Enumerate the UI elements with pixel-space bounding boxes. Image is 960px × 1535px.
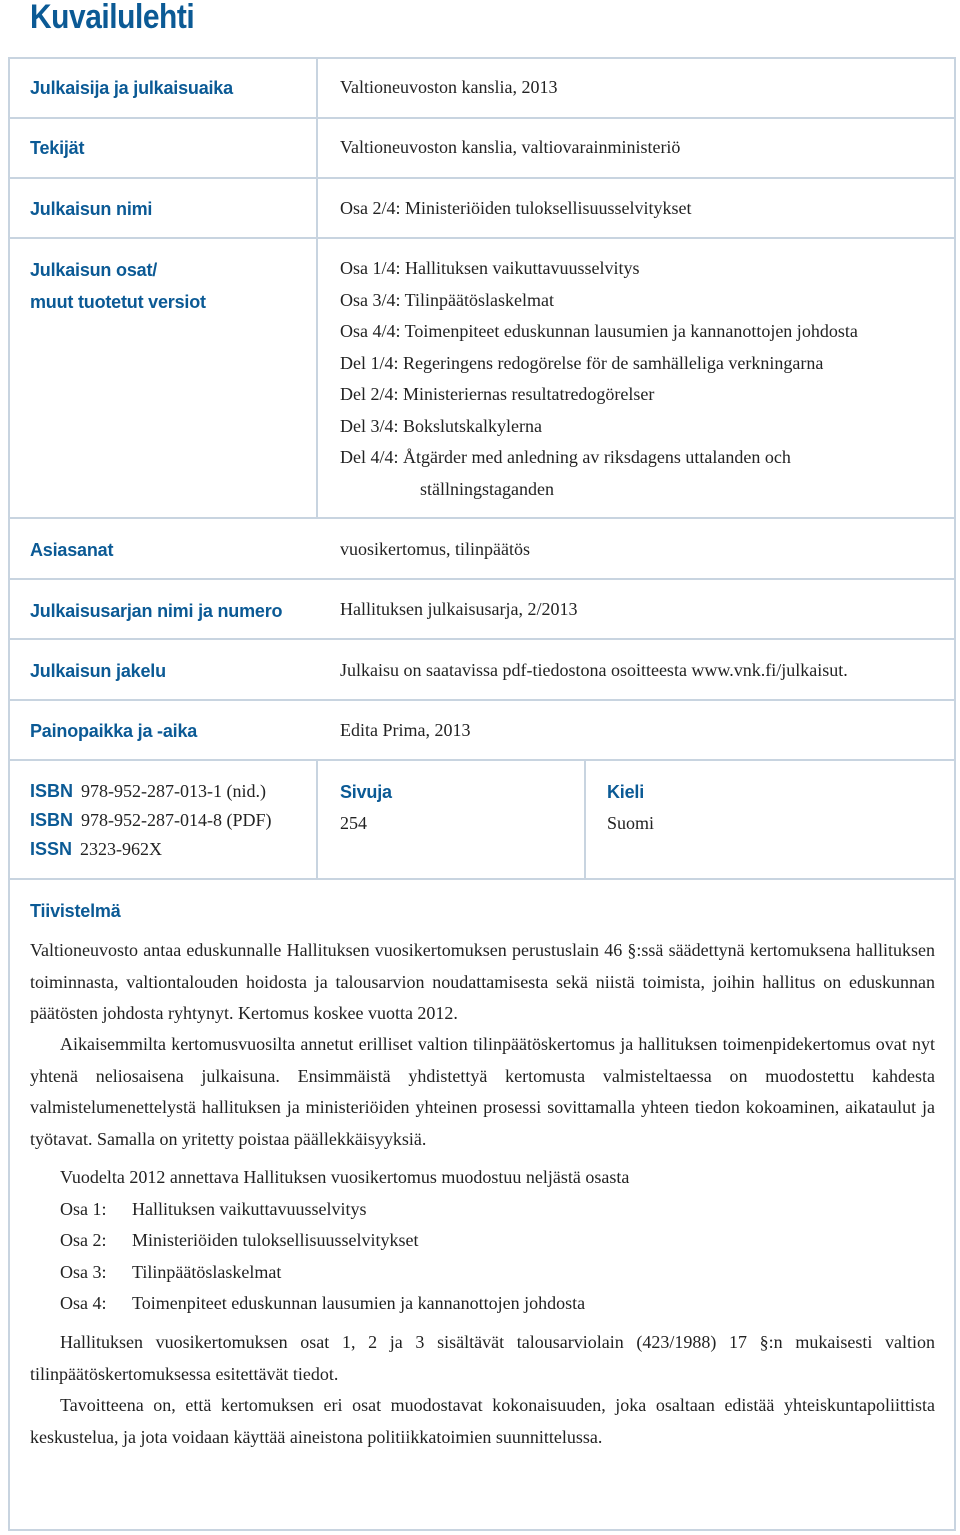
identifiers-block bbox=[30, 777, 272, 864]
part-text: Tilinpäätöslaskelmat bbox=[132, 1261, 282, 1282]
part-text: Hallituksen vaikuttavuusselvitys bbox=[132, 1198, 367, 1219]
parts-item: Del 4/4: Åtgärder med anledning av riksdagens uttalanden och bbox=[340, 447, 791, 467]
publisher-label: Julkaisija ja julkaisuaika bbox=[30, 78, 233, 98]
parts-item: Osa 1/4: Hallituksen vaikuttavuusselvitys bbox=[340, 258, 640, 278]
distribution-label: Julkaisun jakelu bbox=[30, 661, 166, 681]
publisher-value: Valtioneuvoston kanslia, 2013 bbox=[340, 77, 558, 97]
abstract-paragraph: Aikaisemmilta kertomusvuosilta annetut erilliset valtion tilinpäätöskertomus ja hallituksen toimenpidekertomus ovat nyt yhtenä neliosaisena julkaisuna. Ensimmäistä yhdistettyä kertomusta valmisteltaessa on muodostettu kahdesta valmistelumenettelystä hallituksen ja ministeriöiden yhteinen prosessi sovittamalla yhteen tiedon kokoaminen, aikataulut ja työtavat. Samalla on yritetty poistaa päällekkäisyyksiä. bbox=[30, 1034, 935, 1149]
abstract-part-item bbox=[60, 1257, 629, 1289]
parts-item: Del 1/4: Regeringens redogörelse för de samhälleliga verkningarna bbox=[340, 352, 824, 373]
part-key: Osa 4: bbox=[60, 1293, 107, 1313]
parts-label-line2: muut tuotetut versiot bbox=[30, 292, 206, 312]
part-key: Osa 2: bbox=[60, 1230, 107, 1250]
row-divider bbox=[8, 237, 956, 239]
part-text: Toimenpiteet eduskunnan lausumien ja kannanottojen johdosta bbox=[132, 1293, 586, 1313]
column-divider bbox=[584, 759, 586, 880]
publication-name-label: Julkaisun nimi bbox=[30, 199, 153, 219]
printing-value: Edita Prima, 2013 bbox=[340, 720, 471, 740]
pages-value: 254 bbox=[340, 813, 367, 833]
parts-label bbox=[30, 254, 206, 318]
language-value: Suomi bbox=[607, 813, 655, 833]
abstract-part-item bbox=[60, 1288, 629, 1320]
column-divider bbox=[316, 759, 318, 880]
issn-label: ISSN bbox=[30, 839, 73, 859]
authors-value: Valtioneuvoston kanslia, valtiovarainministeriö bbox=[340, 137, 681, 157]
parts-item: Del 3/4: Bokslutskalkylerna bbox=[340, 415, 542, 436]
keywords-label: Asiasanat bbox=[30, 540, 114, 560]
isbn-print-row bbox=[30, 777, 272, 806]
part-text: Ministeriöiden tuloksellisuusselvitykset bbox=[132, 1230, 419, 1250]
part-key: Osa 1: bbox=[60, 1198, 107, 1219]
row-divider bbox=[8, 117, 956, 119]
authors-label: Tekijät bbox=[30, 138, 85, 158]
abstract-paragraph: Hallituksen vuosikertomuksen osat 1, 2 ja 3 sisältävät talousarviolain (423/1988) 17 §:n mukaisesti valtion tilinpäätöskertomuksessa esitettävät tiedot. bbox=[30, 1332, 935, 1384]
abstract-heading: Tiivistelmä bbox=[30, 901, 121, 921]
parts-item: Osa 4/4: Toimenpiteet eduskunnan lausumien ja kannanottojen johdosta bbox=[340, 321, 858, 341]
series-value: Hallituksen julkaisusarja, 2/2013 bbox=[340, 599, 578, 619]
parts-label-line1: Julkaisun osat/ bbox=[30, 260, 158, 280]
parts-item-continuation: ställningstaganden bbox=[420, 478, 554, 499]
language-label: Kieli bbox=[607, 782, 645, 802]
issn-value: 2323-962X bbox=[80, 839, 163, 859]
row-divider bbox=[8, 878, 956, 880]
isbn-print-value: 978-952-287-013-1 (nid.) bbox=[81, 781, 266, 801]
isbn-label: ISBN bbox=[30, 810, 74, 830]
publication-name-value: Osa 2/4: Ministeriöiden tuloksellisuusselvitykset bbox=[340, 198, 692, 218]
row-divider bbox=[8, 638, 956, 640]
keywords-value: vuosikertomus, tilinpäätös bbox=[340, 539, 530, 559]
abstract-part-item bbox=[60, 1194, 629, 1226]
isbn-pdf-value: 978-952-287-014-8 (PDF) bbox=[81, 810, 272, 830]
pages-label: Sivuja bbox=[340, 782, 392, 802]
parts-item: Osa 3/4: Tilinpäätöslaskelmat bbox=[340, 289, 554, 310]
page-title: Kuvailulehti bbox=[30, 0, 195, 36]
row-divider bbox=[8, 517, 956, 519]
column-divider bbox=[316, 57, 318, 519]
issn-row bbox=[30, 835, 272, 864]
parts-item: Del 2/4: Ministeriernas resultatredogörelser bbox=[340, 384, 655, 404]
part-key: Osa 3: bbox=[60, 1261, 107, 1282]
row-divider bbox=[8, 759, 956, 761]
printing-label: Painopaikka ja -aika bbox=[30, 721, 198, 741]
isbn-pdf-row bbox=[30, 806, 272, 835]
isbn-label: ISBN bbox=[30, 781, 74, 801]
row-divider bbox=[8, 177, 956, 179]
series-label: Julkaisusarjan nimi ja numero bbox=[30, 601, 283, 621]
abstract-paragraph: Tavoitteena on, että kertomuksen eri osat muodostavat kokonaisuuden, joka osaltaan edistää yhteiskuntapoliittista keskustelua, ja jota voidaan käyttää aineistona politiikkatoimien suunnittelussa. bbox=[30, 1395, 935, 1447]
row-divider bbox=[8, 578, 956, 580]
parts-intro: Vuodelta 2012 annettava Hallituksen vuosikertomus muodostuu neljästä osasta bbox=[60, 1167, 630, 1187]
abstract-parts-list bbox=[60, 1162, 629, 1320]
abstract-paragraph: Valtioneuvosto antaa eduskunnalle Hallituksen vuosikertomuksen perustuslain 46 §:ssä säädettynä kertomuksena hallituksen toiminnasta, valtiontalouden hoidosta ja talousarvion noudattamisesta sekä niistä toimista, joihin hallitus on eduskunnan päätösten johdosta ryhtynyt. Kertomus koskee vuotta 2012. bbox=[30, 940, 935, 1023]
parts-list bbox=[340, 253, 858, 505]
row-divider bbox=[8, 699, 956, 701]
distribution-value: Julkaisu on saatavissa pdf-tiedostona osoitteesta www.vnk.fi/julkaisut. bbox=[340, 660, 848, 680]
abstract-part-item bbox=[60, 1225, 629, 1257]
